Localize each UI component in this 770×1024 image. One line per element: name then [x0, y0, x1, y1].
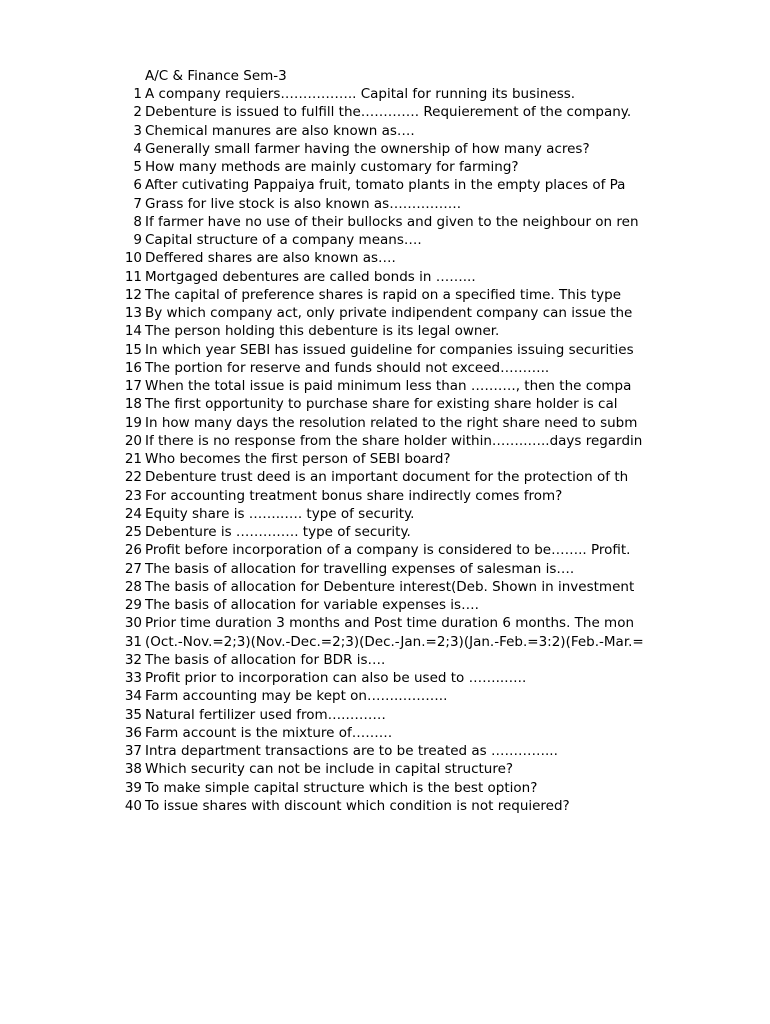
- question-row: [108, 560, 661, 578]
- question-text: Profit before incorporation of a company is considered to be…….. Profit.: [145, 542, 631, 559]
- question-text: For accounting treatment bonus share indirectly comes from?: [145, 487, 563, 504]
- question-number: 2: [133, 104, 142, 121]
- question-number: 27: [124, 560, 142, 577]
- question-text: In which year SEBI has issued guideline for companies issuing securities: [145, 341, 634, 358]
- question-number: 31: [124, 633, 142, 650]
- question-row: [108, 286, 661, 304]
- question-row: [108, 724, 661, 742]
- question-row: [108, 487, 661, 505]
- question-number: 39: [124, 779, 142, 796]
- question-number: 33: [124, 670, 142, 686]
- question-row: [108, 505, 661, 523]
- question-text: How many methods are mainly customary for farming?: [145, 159, 519, 175]
- question-text: Farm account is the mixture of………: [145, 724, 393, 741]
- question-number: 17: [124, 378, 142, 394]
- question-text: A company requiers…………….. Capital for running its business.: [145, 86, 576, 102]
- question-text: To make simple capital structure which is the best option?: [145, 779, 538, 796]
- question-row: [108, 633, 661, 651]
- question-number: 32: [124, 651, 142, 668]
- question-list: [108, 85, 661, 815]
- question-number: 4: [133, 140, 142, 157]
- question-number: 34: [124, 688, 142, 705]
- question-number: 37: [124, 743, 142, 759]
- question-row: [108, 760, 661, 778]
- question-row: [108, 779, 661, 797]
- question-text: If there is no response from the share holder within……..…..days regardin: [145, 432, 643, 449]
- question-row: [108, 450, 661, 468]
- question-number: 7: [133, 195, 142, 212]
- question-text: The basis of allocation for BDR is….: [145, 651, 386, 668]
- question-row: [108, 122, 661, 140]
- question-text: Who becomes the first person of SEBI board?: [145, 451, 451, 467]
- question-text: Chemical manures are also known as….: [145, 122, 415, 139]
- question-number: 21: [124, 451, 142, 467]
- question-text: Generally small farmer having the ownership of how many acres?: [145, 140, 590, 157]
- question-text: The basis of allocation for variable expenses is….: [145, 597, 479, 613]
- question-text: To issue shares with discount which condition is not requiered?: [145, 797, 570, 814]
- question-text: In how many days the resolution related to the right share need to subm: [145, 414, 638, 431]
- question-number: 29: [124, 597, 142, 613]
- question-text: The portion for reserve and funds should not exceed………..: [145, 359, 550, 376]
- question-row: [108, 231, 661, 249]
- question-row: [108, 341, 661, 359]
- question-row: [108, 468, 661, 486]
- question-text: Intra department transactions are to be treated as …………...: [145, 743, 558, 759]
- question-row: [108, 268, 661, 286]
- question-text: Equity share is ……..…. type of security.: [145, 505, 415, 522]
- question-row: [108, 359, 661, 377]
- question-row: [108, 432, 661, 450]
- question-text: The person holding this debenture is its legal owner.: [145, 323, 500, 340]
- question-text: Grass for live stock is also known as…………….: [145, 195, 462, 212]
- question-number: 5: [133, 159, 142, 175]
- question-text: After cutivating Pappaiya fruit, tomato plants in the empty places of Pa: [145, 177, 626, 194]
- question-row: [108, 377, 661, 395]
- question-text: Mortgaged debentures are called bonds in ……...: [145, 268, 476, 285]
- question-row: [108, 140, 661, 158]
- question-text: The basis of allocation for Debenture interest(Deb. Shown in investment: [145, 578, 635, 595]
- question-text: The capital of preference shares is rapid on a specified time. This type: [145, 286, 622, 303]
- question-text: Debenture is ……….…. type of security.: [145, 524, 411, 540]
- question-row: [108, 541, 661, 559]
- question-text: When the total issue is paid minimum less than ………., then the compa: [145, 378, 632, 394]
- question-number: 18: [124, 396, 142, 413]
- question-text: Debenture trust deed is an important document for the protection of th: [145, 469, 629, 486]
- question-number: 9: [133, 232, 142, 248]
- question-number: 8: [133, 213, 142, 230]
- question-number: 23: [124, 487, 142, 504]
- question-number: 13: [124, 305, 142, 321]
- question-row: [108, 651, 661, 669]
- question-number: 15: [124, 341, 142, 358]
- question-text: Natural fertilizer used from….………: [145, 706, 386, 723]
- question-row: [108, 395, 661, 413]
- question-text: Farm accounting may be kept on…….………..: [145, 688, 448, 705]
- question-text: If farmer have no use of their bullocks and given to the neighbour on ren: [145, 213, 639, 230]
- question-text: Prior time duration 3 months and Post time duration 6 months. The mon: [145, 615, 635, 632]
- question-row: [108, 523, 661, 541]
- question-row: [108, 687, 661, 705]
- question-number: 28: [124, 578, 142, 595]
- question-number: 40: [124, 797, 142, 814]
- question-number: 14: [124, 323, 142, 340]
- question-number: 24: [124, 505, 142, 522]
- question-text: Which security can not be include in capital structure?: [145, 761, 514, 778]
- question-row: [108, 614, 661, 632]
- question-row: [108, 249, 661, 267]
- question-number: 12: [124, 286, 142, 303]
- question-text: Capital structure of a company means….: [145, 232, 422, 248]
- question-row: [108, 322, 661, 340]
- question-number: 11: [124, 268, 142, 285]
- question-number: 19: [124, 414, 142, 431]
- question-row: [108, 596, 661, 614]
- question-number: 20: [124, 432, 142, 449]
- question-row: [108, 103, 661, 121]
- question-text: By which company act, only private indipendent company can issue the: [145, 305, 633, 321]
- question-number: 16: [124, 359, 142, 376]
- question-row: [108, 669, 661, 687]
- question-number: 35: [124, 706, 142, 723]
- question-row: [108, 706, 661, 724]
- question-number: 10: [124, 250, 142, 267]
- question-number: 38: [124, 761, 142, 778]
- question-number: 3: [133, 122, 142, 139]
- question-number: 1: [133, 86, 142, 102]
- question-number: 30: [124, 615, 142, 632]
- question-row: [108, 158, 661, 176]
- question-text: (Oct.-Nov.=2;3)(Nov.-Dec.=2;3)(Dec.-Jan.=2;3)(Jan.-Feb.=3:2)(Feb.-Mar.=: [145, 633, 644, 650]
- question-row: [108, 176, 661, 194]
- question-row: [108, 578, 661, 596]
- question-row: [108, 797, 661, 815]
- question-text: The basis of allocation for travelling expenses of salesman is….: [145, 560, 575, 577]
- question-row: [108, 213, 661, 231]
- question-text: Deffered shares are also known as….: [145, 250, 396, 267]
- question-row: [108, 85, 661, 103]
- question-text: Profit prior to incorporation can also be used to ……..…..: [145, 670, 527, 686]
- sheet-title: A/C & Finance Sem-3: [145, 68, 287, 84]
- question-number: 25: [124, 524, 142, 540]
- question-number: 22: [124, 469, 142, 486]
- question-row: [108, 742, 661, 760]
- question-text: Debenture is issued to fulfill the…………. Requierement of the company.: [145, 104, 632, 121]
- question-row: [108, 414, 661, 432]
- question-number: 6: [133, 177, 142, 194]
- question-number: 36: [124, 724, 142, 741]
- question-text: The first opportunity to purchase share for existing share holder is cal: [145, 396, 618, 413]
- question-row: [108, 195, 661, 213]
- question-row: [108, 304, 661, 322]
- question-number: 26: [124, 542, 142, 559]
